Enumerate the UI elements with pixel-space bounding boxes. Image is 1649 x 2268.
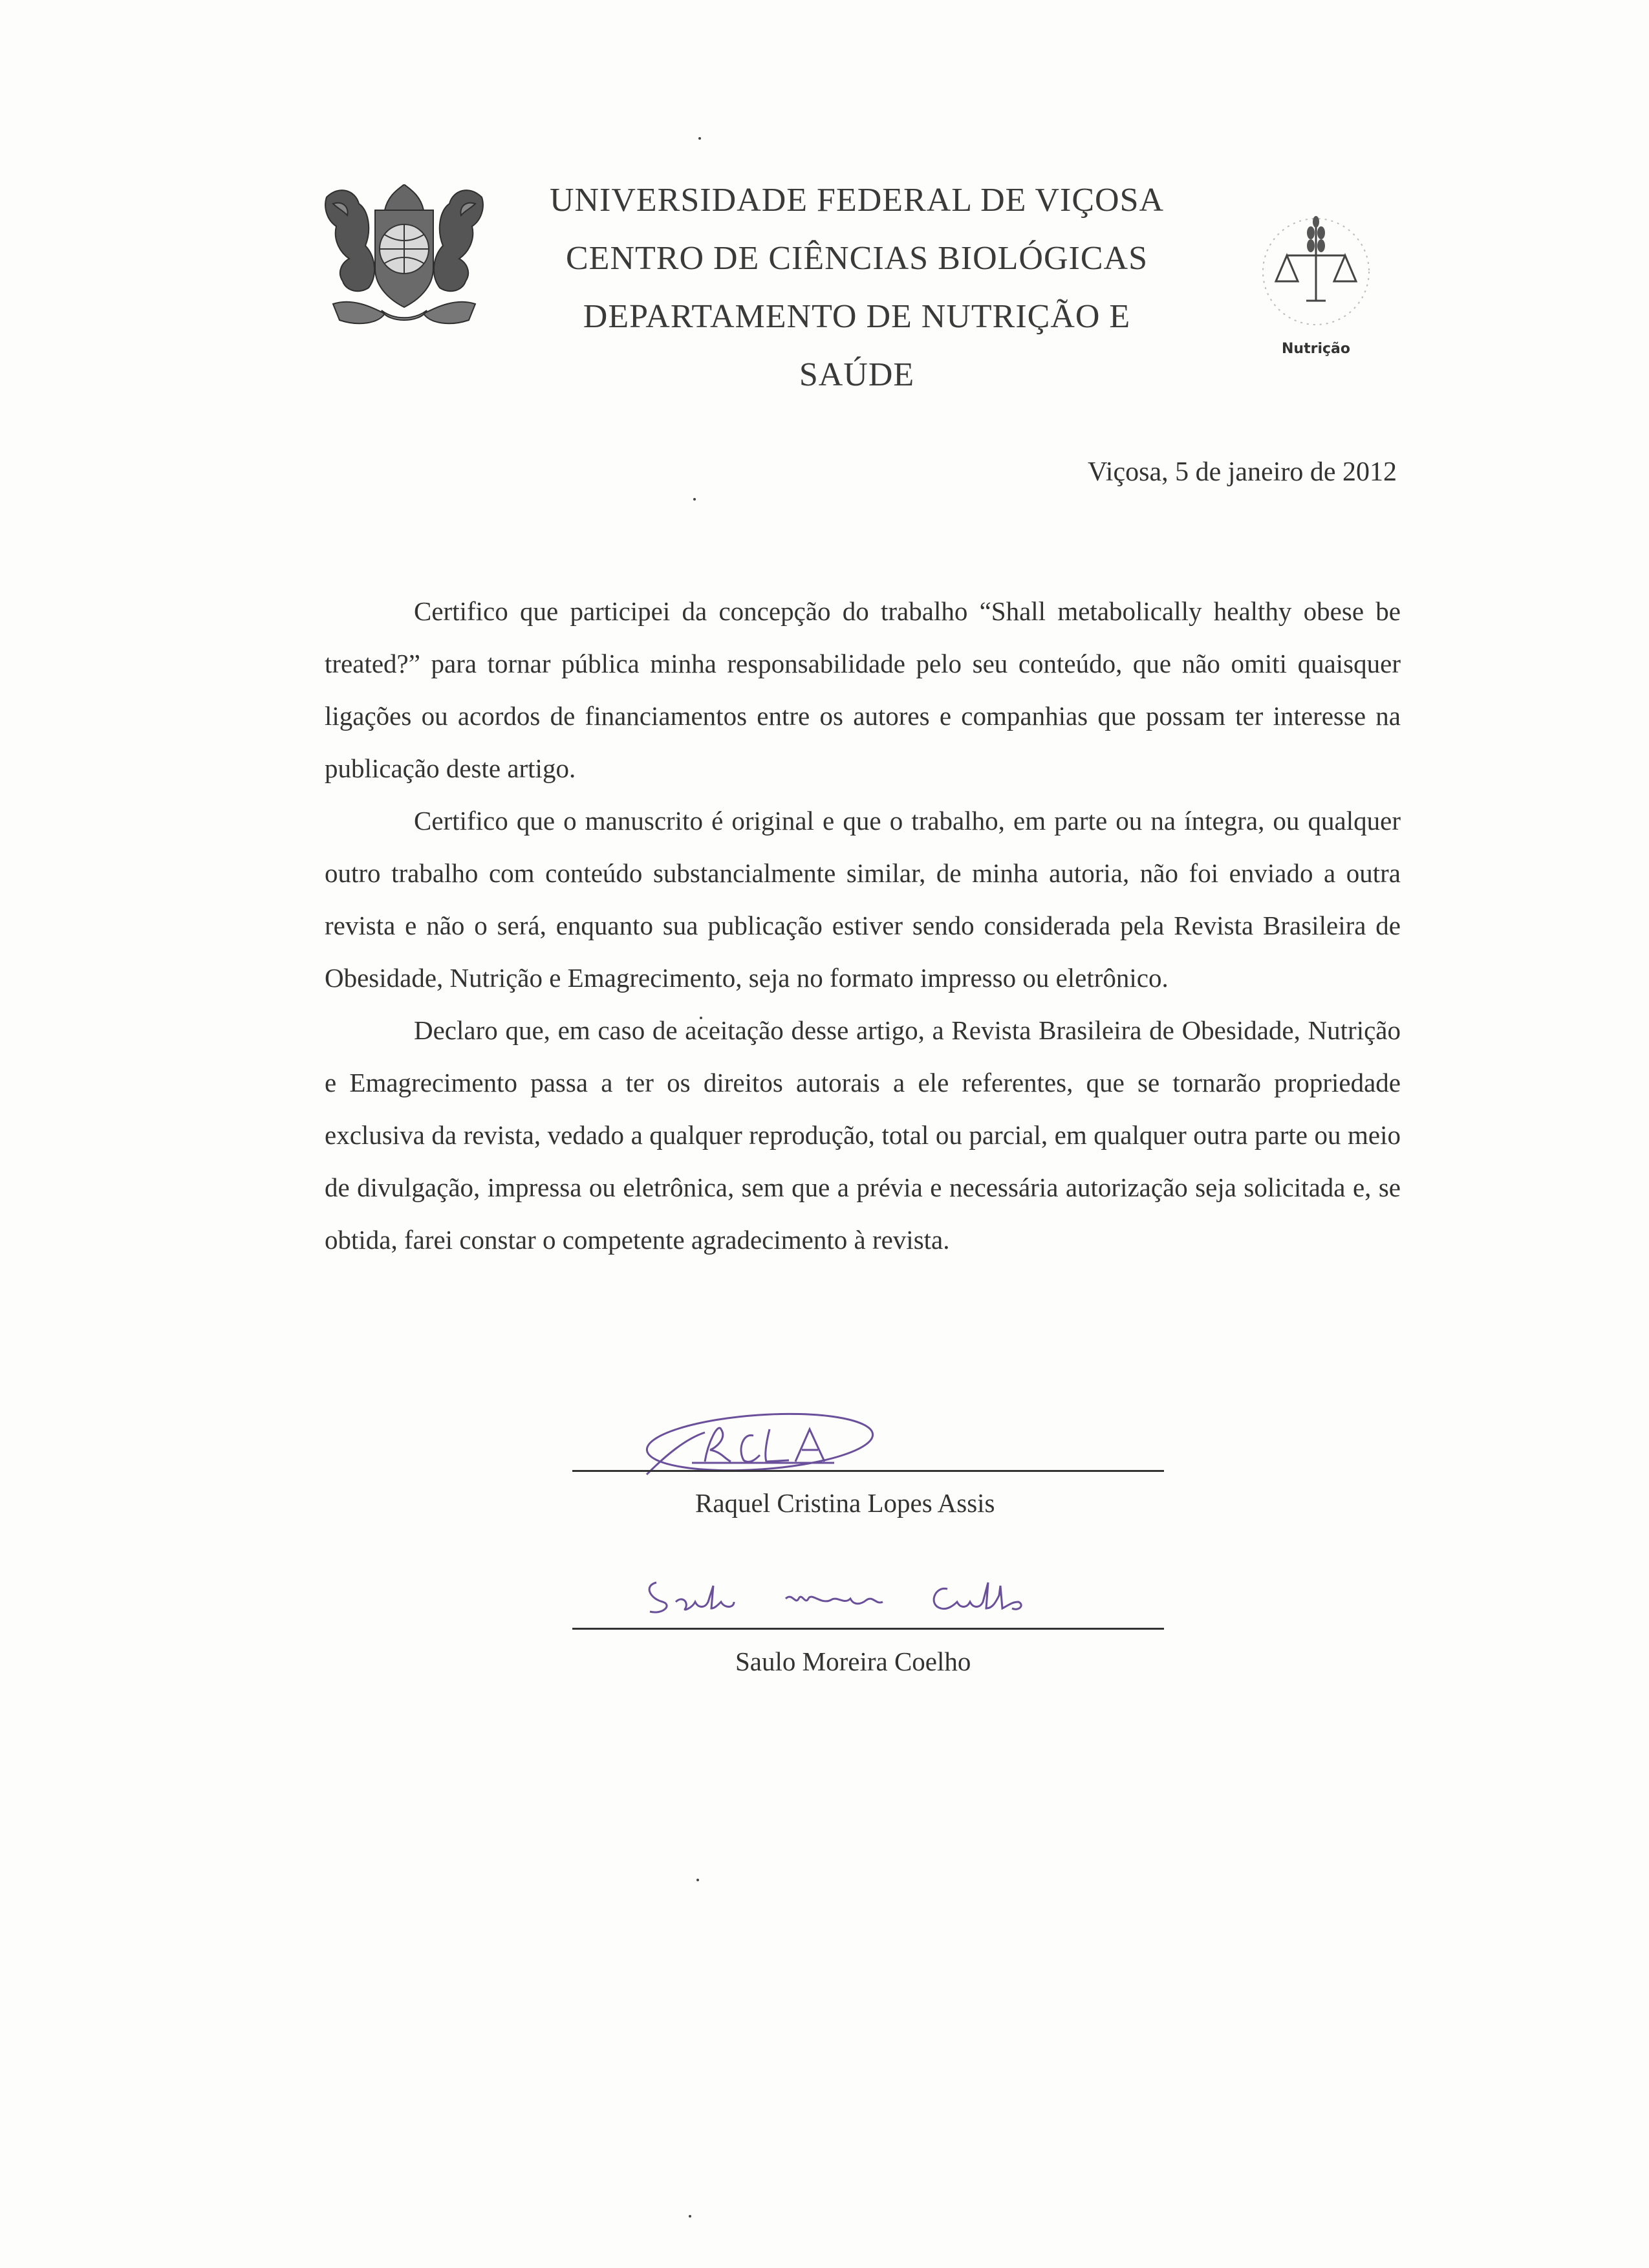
department-emblem-label: Nutrição <box>1282 341 1350 357</box>
signatory-name-raquel: Raquel Cristina Lopes Assis <box>695 1488 995 1518</box>
signatory-name-saulo: Saulo Moreira Coelho <box>735 1647 971 1676</box>
department-name-line1: DEPARTAMENTO DE NUTRIÇÃO E <box>583 298 1131 335</box>
paragraph-2: Certifico que o manuscrito é original e que o trabalho, em parte ou na íntegra, ou qualquer outro trabalho com conteúdo substancialmente similar, de minha autoria, não foi enviado a outra revista e não o será, enquanto sua publicação estiver sendo considerada pela Revista Brasileira de Obesidade, Nutrição e Emagrecimento, seja no formato impresso ou eletrônico. <box>325 806 1401 993</box>
signature-saulo <box>637 1573 1057 1628</box>
department-name-line2: SAÚDE <box>799 356 915 393</box>
paragraph-1: Certifico que participei da concepção do trabalho “Shall metabolically healthy obese be treated?” para tornar pública minha responsabilidade pelo seu conteúdo, que não omiti quaisquer ligações ou acordos de financiamentos entre os autores e companhias que possam ter interesse na publicação deste artigo. <box>325 596 1401 783</box>
letter-date: Viçosa, 5 de janeiro de 2012 <box>1088 457 1397 487</box>
paragraph-3: Declaro que, em caso de aceitação desse artigo, a Revista Brasileira de Obesidade, Nutrição e Emagrecimento passa a ter os direitos autorais a ele referentes, que se tornarão propriedade exclusiva da revista, vedado a qualquer reprodução, total ou parcial, em qualquer outra parte ou meio de divulgação, impressa ou eletrônica, sem que a prévia e necessária autorização seja solicitada e, se obtida, farei constar o competente agradecimento à revista. <box>325 1015 1401 1255</box>
letter-body <box>325 585 1401 1266</box>
scan-speck <box>696 1879 699 1881</box>
scan-speck <box>689 2215 691 2218</box>
university-crest-icon <box>320 184 488 330</box>
letterhead-title <box>504 171 1209 404</box>
scan-speck <box>698 137 701 140</box>
signature-line-raquel <box>572 1470 1164 1472</box>
signature-line-saulo <box>572 1628 1164 1630</box>
nutrition-scales-emblem-icon <box>1251 210 1381 359</box>
scan-speck <box>693 498 696 501</box>
center-name: CENTRO DE CIÊNCIAS BIOLÓGICAS <box>566 240 1148 277</box>
university-name: UNIVERSIDADE FEDERAL DE VIÇOSA <box>549 182 1165 219</box>
